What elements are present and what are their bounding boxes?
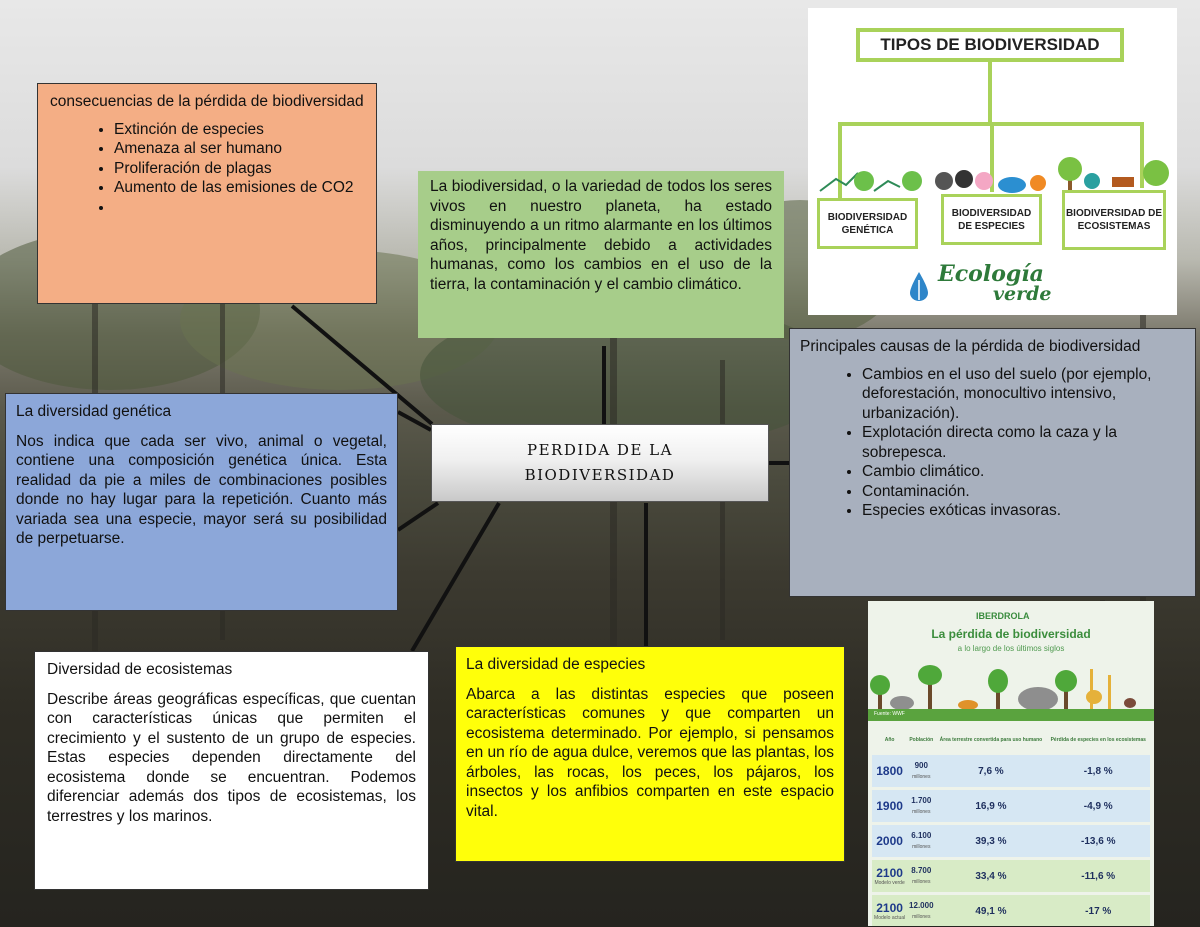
table-cell: 1900	[872, 790, 907, 822]
list-item: • Proliferación de plagas	[114, 159, 364, 179]
especies-heading: La diversidad de especies	[466, 656, 646, 673]
list-item: • Aumento de las emisiones de CO2	[114, 178, 364, 198]
table-cell: 39,3 %	[935, 825, 1046, 857]
brand-verde: verde	[993, 283, 1052, 305]
iberdrola-source: Fuente: WWF	[874, 711, 905, 717]
column-header: Año	[884, 737, 895, 743]
table-row	[872, 790, 1150, 822]
connector-genetica-lower	[398, 503, 438, 530]
intro-box	[418, 171, 784, 338]
center-title: PERDIDA DE LA BIODIVERSIDAD	[524, 441, 676, 484]
table-cell: 49,1 %	[935, 895, 1046, 926]
ground	[868, 709, 1154, 721]
causas-list	[800, 365, 1185, 521]
pop-unit: millones	[912, 914, 931, 920]
iberdrola-title: La pérdida de biodiversidad	[931, 627, 1091, 641]
table-cell: -11,6 %	[1046, 860, 1150, 892]
tipos-title: TIPOS DE BIODIVERSIDAD	[856, 28, 1124, 62]
tipos-box-genetica: BIODIVERSIDAD GENÉTICA	[817, 198, 918, 249]
animals-illustration	[868, 663, 1154, 713]
table-cell	[872, 860, 907, 892]
table-cell	[872, 895, 907, 926]
consecuencias-heading: consecuencias de la pérdida de biodiversidad	[50, 93, 364, 110]
list-item: • Cambios en el uso del suelo (por ejemplo, deforestación, monocultivo intensivo, urbanización).	[862, 365, 1185, 424]
table-cell: 2000	[872, 825, 907, 857]
pop-unit: millones	[912, 844, 931, 850]
especies-body: Abarca a las distintas especies que poseen características comunes y que comparten un ecosistema determinado. Por ejemplo, si pensamos en un río de agua dulce, veremos que las plantas, los árboles, las rocas, los peces, los pájaros, los insectos y los anfibios comparten en este espacio vital.	[466, 685, 834, 820]
ecosistemas-box	[34, 651, 429, 890]
tipos-box-especies: BIODIVERSIDAD DE ESPECIES	[941, 194, 1042, 245]
causas-heading: Principales causas de la pérdida de biodiversidad	[800, 338, 1141, 355]
table-row	[872, 755, 1150, 787]
column-header: Área terrestre convertida para uso humano	[939, 737, 1043, 743]
tipos-connector	[988, 62, 992, 124]
list-item: • Explotación directa como la caza y la sobrepesca.	[862, 423, 1185, 462]
table-cell	[907, 790, 935, 822]
row-note: Modelo verde	[874, 880, 905, 886]
table-cell: -1,8 %	[1046, 755, 1150, 787]
table-cell: -4,9 %	[1046, 790, 1150, 822]
row-note: Modelo actual	[874, 915, 906, 921]
pop-value: 8.700	[911, 866, 932, 875]
table-cell: 16,9 %	[935, 790, 1046, 822]
tipos-infographic	[808, 8, 1177, 315]
list-item	[114, 198, 364, 218]
pop-value: 12.000	[909, 901, 934, 910]
table-cell	[907, 755, 935, 787]
connector-ecosistemas	[412, 503, 499, 651]
brand-ecologia: Ecología	[938, 261, 1044, 287]
center-title-box	[431, 424, 769, 502]
table-cell: -17 %	[1046, 895, 1150, 926]
iberdrola-infographic	[868, 601, 1154, 926]
table-cell: 1800	[872, 755, 907, 787]
causas-box	[789, 328, 1196, 597]
table-row	[872, 860, 1150, 892]
biodiversity-table	[872, 725, 1150, 926]
pop-unit: millones	[912, 774, 931, 780]
ecosistemas-body: Describe áreas geográficas específicas, que cuentan con características únicas que permiten el crecimiento y el sustento de un grupo de especies. Estas especies dependen directamente del ecosistema donde se encuentran. Podemos diferenciar además dos tipos de ecosistemas, los terrestres y los marinos.	[47, 690, 416, 825]
list-item: • Cambio climático.	[862, 462, 1185, 482]
species-icons	[816, 153, 1171, 195]
list-item: • Contaminación.	[862, 482, 1185, 502]
genetica-box	[5, 393, 398, 611]
table-cell: 33,4 %	[935, 860, 1046, 892]
genetica-body: Nos indica que cada ser vivo, animal o vegetal, contiene una composición genética única. Esta realidad da pie a miles de combinaciones posibles donde no hay lugar para la repetición. Cuanto más variada sea una especie, mayor será su posibilidad de perpetuarse.	[16, 432, 387, 547]
tipos-box-ecosistemas: BIODIVERSIDAD DE ECOSISTEMAS	[1062, 190, 1166, 250]
column-header: Población	[909, 737, 934, 743]
pop-value: 900	[914, 761, 928, 770]
list-item: • Amenaza al ser humano	[114, 139, 364, 159]
genetica-heading: La diversidad genética	[16, 403, 172, 420]
table-cell	[907, 860, 935, 892]
especies-box	[455, 646, 845, 862]
ecosistemas-heading: Diversidad de ecosistemas	[47, 661, 233, 678]
table-cell: 7,6 %	[935, 755, 1046, 787]
column-header: Pérdida de especies en los ecosistemas	[1050, 737, 1146, 743]
water-drop-icon	[908, 270, 930, 302]
table-header	[872, 728, 1150, 752]
table-cell	[907, 895, 935, 926]
consecuencias-box	[37, 83, 377, 304]
table-cell	[907, 825, 935, 857]
year-value: 2100	[876, 866, 903, 880]
pop-unit: millones	[912, 879, 931, 885]
iberdrola-logo: IBERDROLA	[976, 611, 1030, 621]
pop-value: 1.700	[911, 796, 932, 805]
year-value: 2100	[876, 901, 903, 915]
pop-value: 6.100	[911, 831, 932, 840]
table-cell: -13,6 %	[1046, 825, 1150, 857]
list-item: • Extinción de especies	[114, 120, 364, 140]
table-row	[872, 825, 1150, 857]
iberdrola-subtitle: a lo largo de los últimos siglos	[957, 644, 1065, 653]
table-row	[872, 895, 1150, 926]
list-item: • Especies exóticas invasoras.	[862, 501, 1185, 521]
pop-unit: millones	[912, 809, 931, 815]
intro-text: La biodiversidad, o la variedad de todos los seres vivos en nuestro planeta, ha estado disminuyendo a un ritmo alarmante en los últimos años, principalmente debido a actividades humanas, como los cambios en el uso de la tierra, la contaminación y el cambio climático.	[430, 178, 772, 293]
consecuencias-list	[50, 120, 364, 218]
